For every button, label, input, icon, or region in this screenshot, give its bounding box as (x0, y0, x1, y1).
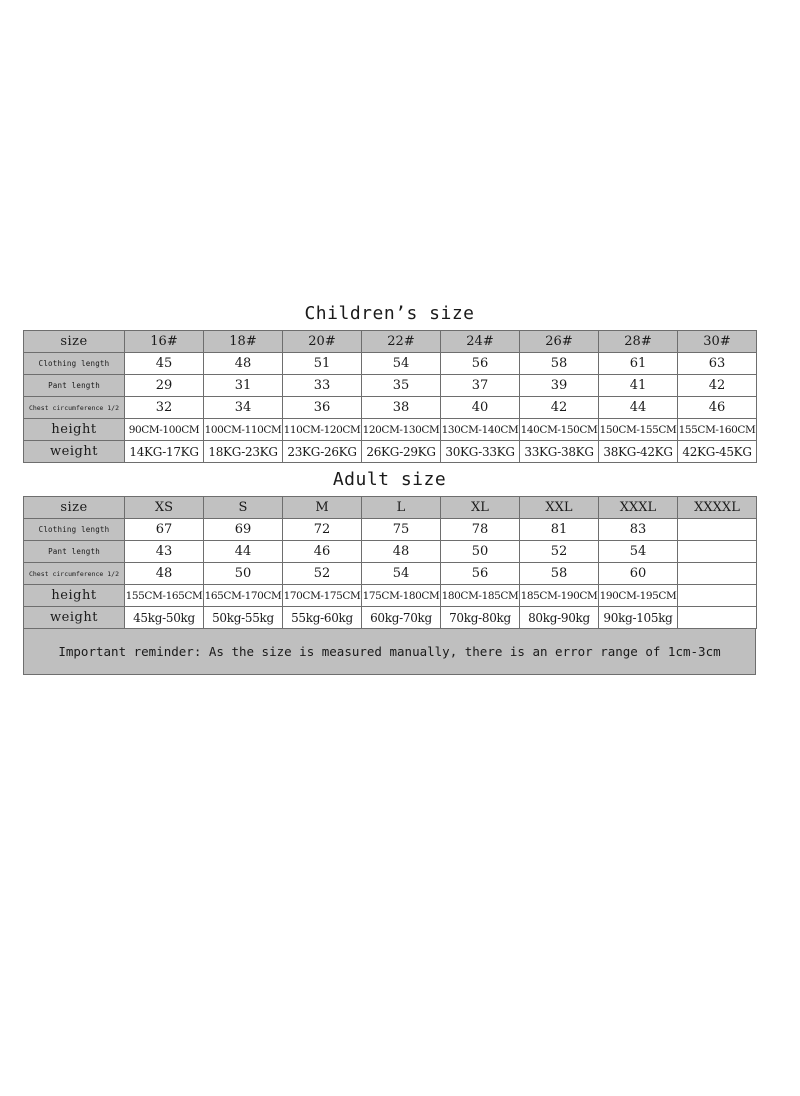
table-cell: 38KG-42KG (599, 441, 678, 463)
table-cell: 72 (283, 519, 362, 541)
header-cell: 16# (125, 331, 204, 353)
adult-size-title: Adult size (23, 463, 756, 496)
table-cell: 81 (520, 519, 599, 541)
table-cell: 35 (362, 375, 441, 397)
table-cell: 190CM-195CM (599, 585, 678, 607)
children-size-table (23, 330, 757, 463)
table-cell: 83 (599, 519, 678, 541)
table-cell: 165CM-170CM (204, 585, 283, 607)
table-cell: 44 (204, 541, 283, 563)
table-cell: 51 (283, 353, 362, 375)
table-cell: 56 (441, 563, 520, 585)
table-cell: 48 (125, 563, 204, 585)
table-cell: 67 (125, 519, 204, 541)
table-cell: 55kg-60kg (283, 607, 362, 629)
table-cell (678, 541, 757, 563)
table-cell: 39 (520, 375, 599, 397)
table-cell: 36 (283, 397, 362, 419)
header-cell: 22# (362, 331, 441, 353)
table-cell: 180CM-185CM (441, 585, 520, 607)
adult-header-row (24, 497, 757, 519)
table-cell: 69 (204, 519, 283, 541)
table-row (24, 397, 757, 419)
table-row (24, 353, 757, 375)
row-label: Chest circumference 1/2 (24, 397, 125, 419)
table-cell: 42 (678, 375, 757, 397)
table-cell: 54 (362, 563, 441, 585)
table-cell: 90kg-105kg (599, 607, 678, 629)
table-row (24, 563, 757, 585)
table-cell: 38 (362, 397, 441, 419)
children-size-title: Children’s size (23, 297, 756, 330)
table-cell: 130CM-140CM (441, 419, 520, 441)
table-cell: 80kg-90kg (520, 607, 599, 629)
row-label: Clothing length (24, 519, 125, 541)
table-cell: 23KG-26KG (283, 441, 362, 463)
table-cell: 150CM-155CM (599, 419, 678, 441)
header-cell: 26# (520, 331, 599, 353)
table-cell: 63 (678, 353, 757, 375)
header-cell: M (283, 497, 362, 519)
header-cell: XXXL (599, 497, 678, 519)
table-cell: 56 (441, 353, 520, 375)
table-cell: 32 (125, 397, 204, 419)
table-cell: 100CM-110CM (204, 419, 283, 441)
header-cell: 28# (599, 331, 678, 353)
table-row (24, 585, 757, 607)
table-cell: 45kg-50kg (125, 607, 204, 629)
table-cell: 46 (678, 397, 757, 419)
measurement-reminder: Important reminder: As the size is measured manually, there is an error range of 1cm-3cm (23, 629, 756, 675)
table-cell (678, 607, 757, 629)
table-cell: 58 (520, 563, 599, 585)
header-cell: L (362, 497, 441, 519)
table-row (24, 441, 757, 463)
table-cell: 37 (441, 375, 520, 397)
table-cell: 50 (441, 541, 520, 563)
header-cell: 30# (678, 331, 757, 353)
header-cell: XXL (520, 497, 599, 519)
header-cell: S (204, 497, 283, 519)
table-cell: 18KG-23KG (204, 441, 283, 463)
header-cell: 18# (204, 331, 283, 353)
table-cell: 46 (283, 541, 362, 563)
table-cell (678, 563, 757, 585)
adult-size-table (23, 496, 757, 629)
row-label: height (24, 585, 125, 607)
table-row (24, 607, 757, 629)
table-cell: 33KG-38KG (520, 441, 599, 463)
header-cell: XXXXL (678, 497, 757, 519)
table-row (24, 519, 757, 541)
row-label: weight (24, 441, 125, 463)
table-cell: 42KG-45KG (678, 441, 757, 463)
table-cell: 61 (599, 353, 678, 375)
table-row (24, 419, 757, 441)
table-cell: 54 (362, 353, 441, 375)
header-cell: XS (125, 497, 204, 519)
table-row (24, 375, 757, 397)
row-label: weight (24, 607, 125, 629)
table-cell: 78 (441, 519, 520, 541)
table-cell: 155CM-165CM (125, 585, 204, 607)
table-cell: 110CM-120CM (283, 419, 362, 441)
row-label: Chest circumference 1/2 (24, 563, 125, 585)
row-label: height (24, 419, 125, 441)
children-header-row (24, 331, 757, 353)
table-cell: 90CM-100CM (125, 419, 204, 441)
table-cell: 43 (125, 541, 204, 563)
table-cell: 170CM-175CM (283, 585, 362, 607)
header-cell: size (24, 331, 125, 353)
header-cell: 24# (441, 331, 520, 353)
table-cell: 50kg-55kg (204, 607, 283, 629)
table-cell: 26KG-29KG (362, 441, 441, 463)
table-cell: 30KG-33KG (441, 441, 520, 463)
table-cell: 50 (204, 563, 283, 585)
table-cell: 140CM-150CM (520, 419, 599, 441)
table-cell: 120CM-130CM (362, 419, 441, 441)
header-cell: 20# (283, 331, 362, 353)
table-cell (678, 585, 757, 607)
table-cell: 40 (441, 397, 520, 419)
table-cell: 48 (204, 353, 283, 375)
header-cell: XL (441, 497, 520, 519)
table-cell: 60kg-70kg (362, 607, 441, 629)
row-label: Pant length (24, 375, 125, 397)
table-cell: 14KG-17KG (125, 441, 204, 463)
table-cell: 54 (599, 541, 678, 563)
row-label: Pant length (24, 541, 125, 563)
table-cell: 33 (283, 375, 362, 397)
table-cell: 42 (520, 397, 599, 419)
table-cell: 52 (520, 541, 599, 563)
table-cell: 75 (362, 519, 441, 541)
table-cell: 31 (204, 375, 283, 397)
table-cell: 175CM-180CM (362, 585, 441, 607)
table-cell: 155CM-160CM (678, 419, 757, 441)
table-cell: 44 (599, 397, 678, 419)
table-cell: 48 (362, 541, 441, 563)
table-cell (678, 519, 757, 541)
header-cell: size (24, 497, 125, 519)
table-row (24, 541, 757, 563)
table-cell: 52 (283, 563, 362, 585)
table-cell: 70kg-80kg (441, 607, 520, 629)
size-chart (23, 297, 756, 675)
table-cell: 41 (599, 375, 678, 397)
table-cell: 58 (520, 353, 599, 375)
row-label: Clothing length (24, 353, 125, 375)
table-cell: 45 (125, 353, 204, 375)
table-cell: 29 (125, 375, 204, 397)
table-cell: 185CM-190CM (520, 585, 599, 607)
table-cell: 60 (599, 563, 678, 585)
table-cell: 34 (204, 397, 283, 419)
